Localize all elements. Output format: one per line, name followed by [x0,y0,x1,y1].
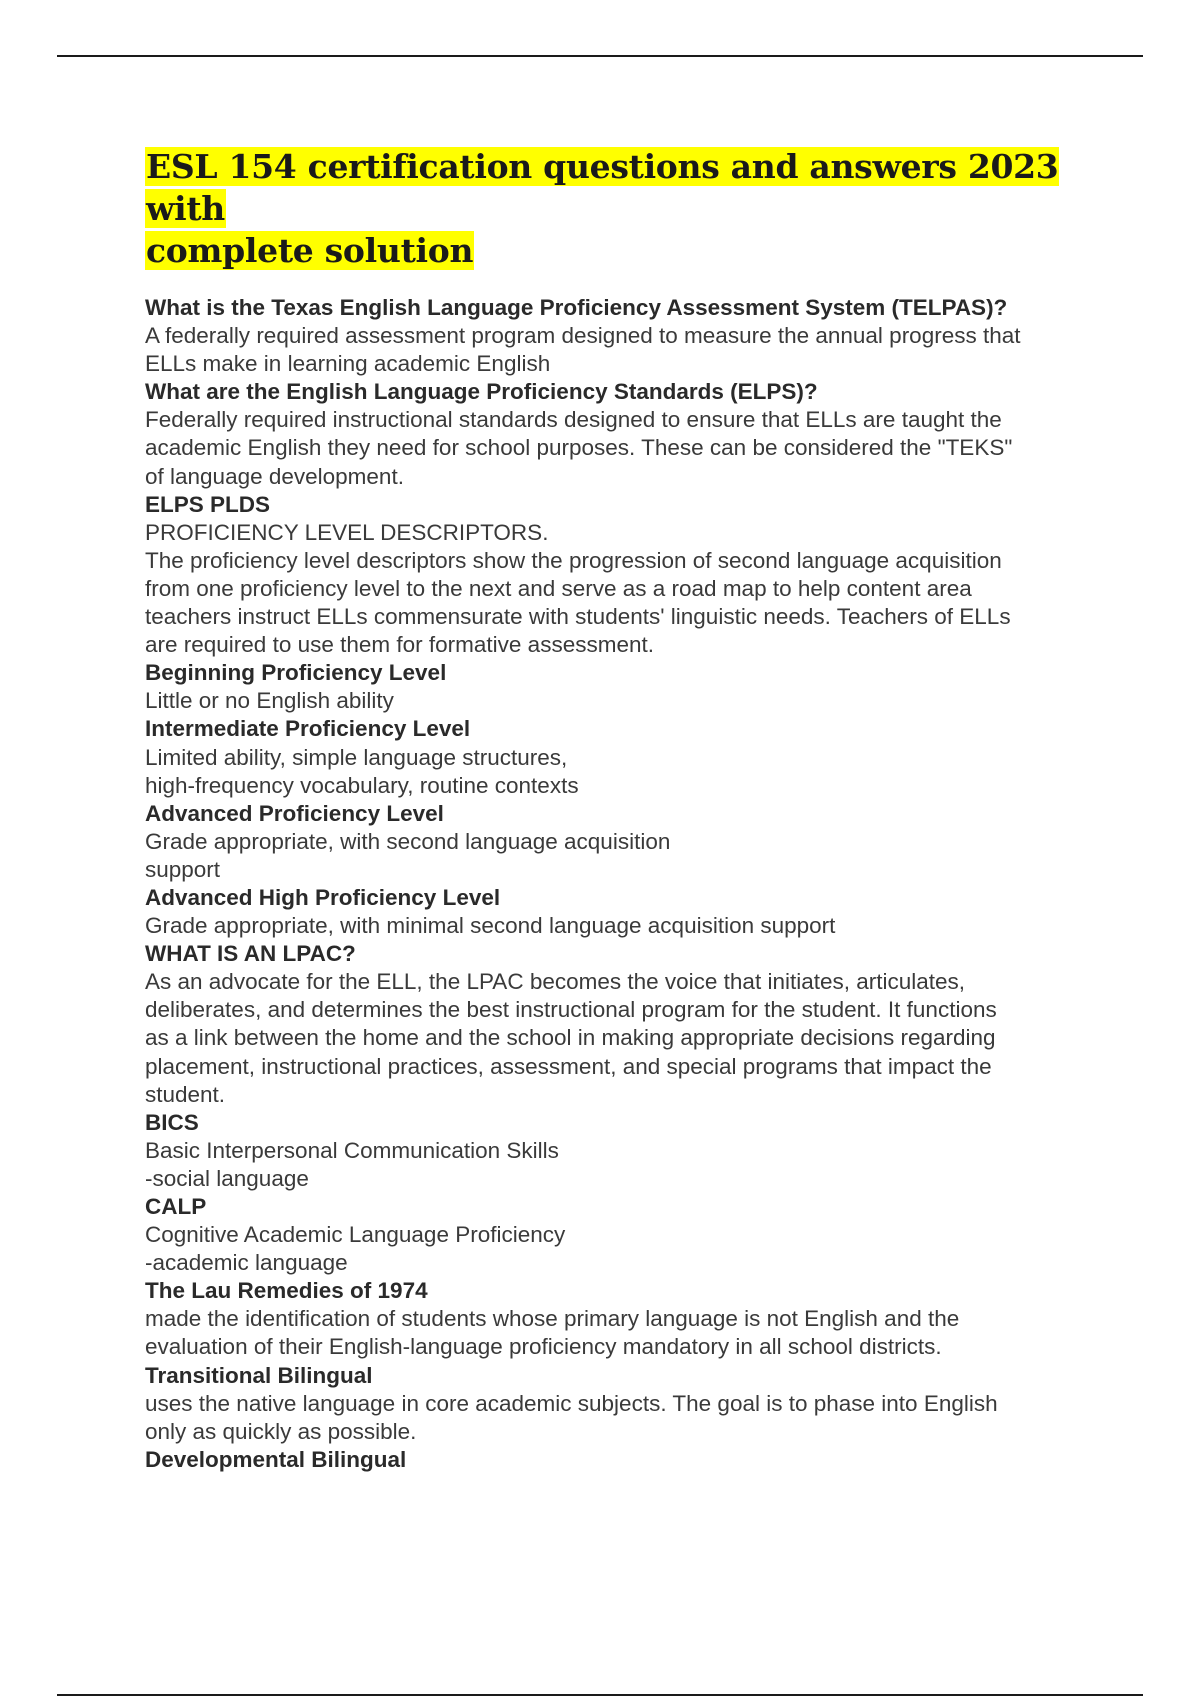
qa-definition: Grade appropriate, with second language acquisition support [145,828,671,882]
title-line-2: complete solution [146,231,474,270]
qa-term: Advanced Proficiency Level [145,800,444,826]
qa-term: WHAT IS AN LPAC? [145,941,356,967]
qa-term: Transitional Bilingual [145,1362,373,1388]
qa-term: The Lau Remedies of 1974 [145,1278,428,1304]
qa-definition: Little or no English ability [145,688,394,714]
qa-term: What is the Texas English Language Proficiency Assessment System (TELPAS)? [145,295,1008,320]
qa-entry [145,1193,1105,1277]
page-top-rule [57,55,1143,57]
qa-definition: As an advocate for the ELL, the LPAC becomes the voice that initiates, articulates, deliberates, and determines the best instructional program for the student. It functions as a link between the home and the school in making appropriate decisions regarding placement, instructional practices, assessment, and special programs that impact the student. [145,969,997,1107]
qa-definition: Federally required instructional standards designed to ensure that ELLs are taught the academic English they need for school purposes. These can be considered the "TEKS" of language development. [145,407,1013,489]
qa-entry [145,800,1105,884]
qa-entry [145,1362,1105,1446]
qa-entry [145,940,1105,1109]
qa-term: CALP [145,1194,207,1219]
title-line-1: ESL 154 certification questions and answers 2023 with [146,147,1059,228]
qa-entry [145,1446,1105,1474]
qa-entry [145,884,1105,940]
page-bottom-rule [57,1694,1143,1696]
qa-definition: PROFICIENCY LEVEL DESCRIPTORS. The proficiency level descriptors show the progression of second language acquisition from one proficiency level to the next and serve as a road map to help content area teachers instruct ELLs commensurate with students' linguistic needs. Teachers of ELLs are required to use them for formative assessment. [145,519,1011,658]
qa-entry [145,378,1105,490]
qa-entry [145,659,1105,715]
qa-entry [145,491,1105,660]
qa-definition: Grade appropriate, with minimal second language acquisition support [145,913,836,939]
qa-term: Developmental Bilingual [145,1446,407,1472]
document-body [145,146,1105,1474]
qa-definition: Limited ability, simple language structures, high-frequency vocabulary, routine contexts [145,744,579,798]
qa-entry [145,294,1105,378]
qa-term: Intermediate Proficiency Level [145,716,471,742]
qa-term: What are the English Language Proficiency Standards (ELPS)? [145,379,818,405]
qa-term: ELPS PLDS [145,491,271,517]
qa-entry [145,715,1105,799]
qa-entry [145,1109,1105,1193]
qa-definition: A federally required assessment program designed to measure the annual progress that ELLs make in learning academic English [145,323,1021,377]
qa-definition: uses the native language in core academic subjects. The goal is to phase into English only as quickly as possible. [145,1390,998,1444]
document-title [145,146,1105,272]
qa-definition: Basic Interpersonal Communication Skills -social language [145,1137,559,1191]
qa-term: Beginning Proficiency Level [145,660,447,686]
qa-definition: made the identification of students whose primary language is not English and the evaluation of their English-language proficiency mandatory in all school districts. [145,1306,960,1360]
qa-definition: Cognitive Academic Language Proficiency -academic language [145,1222,566,1276]
qa-entry [145,1277,1105,1361]
qa-term: Advanced High Proficiency Level [145,884,501,910]
qa-term: BICS [145,1109,199,1135]
